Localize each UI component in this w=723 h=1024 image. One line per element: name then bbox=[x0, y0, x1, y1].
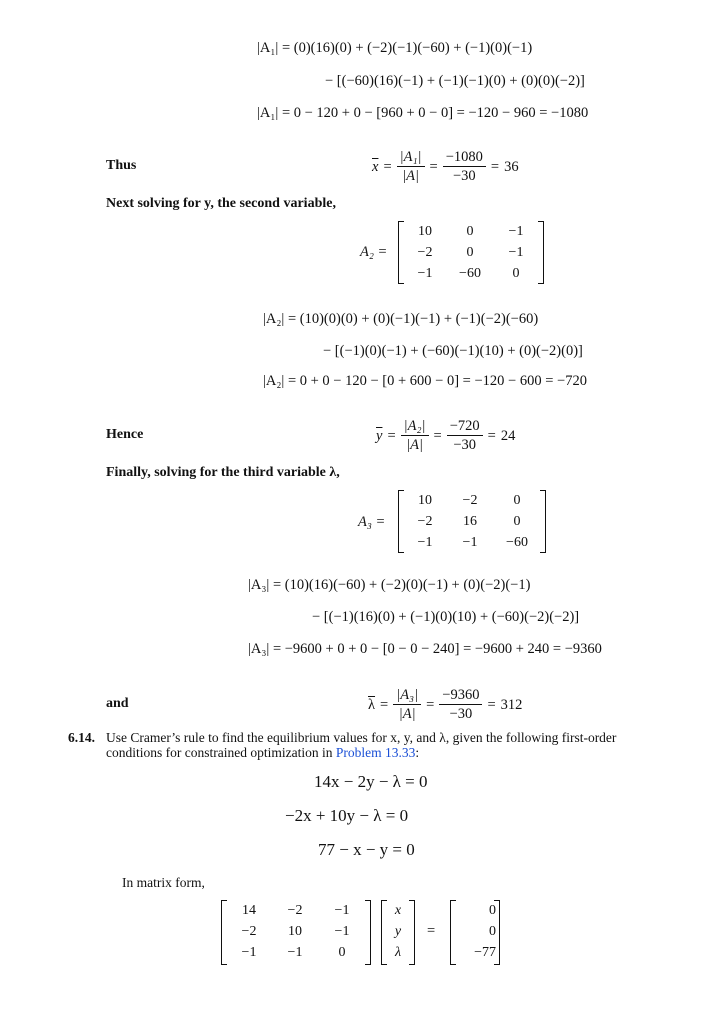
a3-matrix bbox=[398, 490, 546, 553]
matrix-cell: −60 bbox=[459, 265, 481, 281]
a2-expansion-line2: − [(−1)(0)(−1) + (−60)(−1)(10) + (0)(−2)(0)] bbox=[323, 343, 583, 359]
y-solution: $\overline{y}$ = $\frac{\text{|A₂|}}{|A|}$ = $\frac{-720}{-30}$ = 24 bbox=[376, 418, 516, 453]
matrix-cell: 0 bbox=[513, 492, 521, 508]
matrix-cell: −2 bbox=[241, 923, 257, 939]
matrix-cell: 0 bbox=[466, 223, 474, 239]
a3-matrix-name: A₃ = bbox=[358, 514, 386, 530]
y-result: 24 bbox=[500, 428, 516, 444]
vector-cell: −77 bbox=[474, 944, 496, 960]
matrix-cell: −1 bbox=[508, 223, 524, 239]
matrix-cell: 10 bbox=[418, 492, 432, 508]
matrix-cell: −1 bbox=[287, 944, 303, 960]
condition-3: 77 − x − y = 0 bbox=[318, 840, 415, 859]
problem-text-line2: conditions for constrained optimization in Problem 13.33: bbox=[106, 745, 420, 760]
a2-matrix bbox=[398, 221, 544, 284]
a2-expansion-line1: |A₂| = (10)(0)(0) + (0)(−1)(−1) + (−1)(−2)(−60) bbox=[263, 311, 539, 327]
x-bar-symbol: $\overline{x}$ bbox=[372, 159, 379, 175]
matrix-cell: −60 bbox=[506, 534, 528, 550]
matrix-cell: −2 bbox=[462, 492, 478, 508]
a1-result-line: |A₁| = 0 − 120 + 0 − [960 + 0 − 0] = −120 − 960 = −1080 bbox=[257, 105, 589, 121]
lambda-bar-symbol: $\overline{\lambda}$ bbox=[368, 697, 376, 713]
vector-cell: 0 bbox=[489, 902, 496, 918]
and-label: and bbox=[106, 696, 129, 711]
a1-expansion-line2: − [(−60)(16)(−1) + (−1)(−1)(0) + (0)(0)(−2)] bbox=[325, 73, 585, 89]
a2-matrix-name: A₂ = bbox=[360, 244, 388, 260]
matrix-cell: −2 bbox=[287, 902, 303, 918]
condition-2: −2x + 10y − λ = 0 bbox=[285, 806, 409, 825]
matrix-cell: −1 bbox=[417, 534, 433, 550]
lambda-fraction-values: $\frac{-9360}{-30}$ bbox=[439, 687, 482, 724]
x-result: 36 bbox=[504, 159, 519, 175]
matrix-cell: −1 bbox=[241, 944, 257, 960]
problem-text-line1: Use Cramer’s rule to find the equilibrium values for x, y, and λ, given the following first-order bbox=[106, 730, 617, 745]
matrix-cell: −1 bbox=[417, 265, 433, 281]
x-solution: $\overline{x}$ = $\frac{\text{|A₁|}}{|A|}$ = $\frac{-1080}{-30}$ = 36 bbox=[372, 149, 519, 184]
matrix-cell: −2 bbox=[417, 513, 433, 529]
y-bar-symbol: $\overline{y}$ bbox=[376, 428, 383, 444]
lambda-result: 312 bbox=[500, 697, 523, 713]
matrix-cell: 10 bbox=[288, 923, 302, 939]
condition-1: 14x − 2y − λ = 0 bbox=[314, 772, 428, 791]
matrix-form-label: In matrix form, bbox=[122, 875, 205, 890]
a1-expansion-line1: |A₁| = (0)(16)(0) + (−2)(−1)(−60) + (−1)(0)(−1) bbox=[257, 40, 533, 56]
matrix-cell: 16 bbox=[463, 513, 477, 529]
a3-expansion-line1: |A₃| = (10)(16)(−60) + (−2)(0)(−1) + (0)(−2)(−1) bbox=[248, 577, 531, 593]
matrix-cell: −2 bbox=[417, 244, 433, 260]
matrix-cell: 10 bbox=[418, 223, 432, 239]
matrix-cell: −1 bbox=[462, 534, 478, 550]
matrix-equals-sign: = bbox=[427, 923, 436, 939]
x-fraction-values: $\frac{-1080}{-30}$ bbox=[443, 149, 486, 186]
x-fraction-determinants: $\frac{\text{|A₁|}}{|A|}$ bbox=[397, 149, 425, 186]
coefficient-matrix bbox=[221, 900, 371, 965]
next-solving-text: Next solving for y, the second variable, bbox=[106, 196, 336, 211]
matrix-cell: −1 bbox=[508, 244, 524, 260]
matrix-cell: 0 bbox=[513, 513, 521, 529]
lambda-solution: $\overline{\lambda}$ = $\frac{\text{|A₃|}}{|A|}$ = $\frac{-9360}{-30}$ = 312 bbox=[368, 687, 523, 722]
problem-number: 6.14. bbox=[68, 730, 95, 745]
lambda-fraction-determinants: $\frac{\text{|A₃|}}{|A|}$ bbox=[393, 687, 421, 724]
matrix-cell: 0 bbox=[338, 944, 346, 960]
matrix-cell: 14 bbox=[242, 902, 256, 918]
variable-vector bbox=[381, 900, 415, 965]
vector-cell: y bbox=[394, 923, 402, 939]
matrix-cell: −1 bbox=[334, 923, 350, 939]
finally-solving-text: Finally, solving for the third variable λ, bbox=[106, 465, 340, 480]
thus-label: Thus bbox=[106, 158, 137, 173]
hence-label: Hence bbox=[106, 427, 144, 442]
y-fraction-values: $\frac{-720}{-30}$ bbox=[447, 418, 483, 455]
matrix-cell: 0 bbox=[466, 244, 474, 260]
vector-cell: λ bbox=[394, 944, 402, 960]
matrix-cell: −1 bbox=[334, 902, 350, 918]
vector-cell: x bbox=[394, 902, 402, 918]
y-fraction-determinants: $\frac{\text{|A₂|}}{|A|}$ bbox=[401, 418, 429, 455]
problem-13-33-link[interactable]: Problem 13.33 bbox=[335, 745, 416, 760]
matrix-cell: 0 bbox=[512, 265, 520, 281]
a3-expansion-line2: − [(−1)(16)(0) + (−1)(0)(10) + (−60)(−2)(−2)] bbox=[312, 609, 580, 625]
a3-result-line: |A₃| = −9600 + 0 + 0 − [0 − 0 − 240] = −9600 + 240 = −9360 bbox=[248, 641, 602, 657]
vector-cell: 0 bbox=[489, 923, 496, 939]
a2-result-line: |A₂| = 0 + 0 − 120 − [0 + 600 − 0] = −120 − 600 = −720 bbox=[263, 373, 587, 389]
constant-vector bbox=[450, 900, 500, 965]
